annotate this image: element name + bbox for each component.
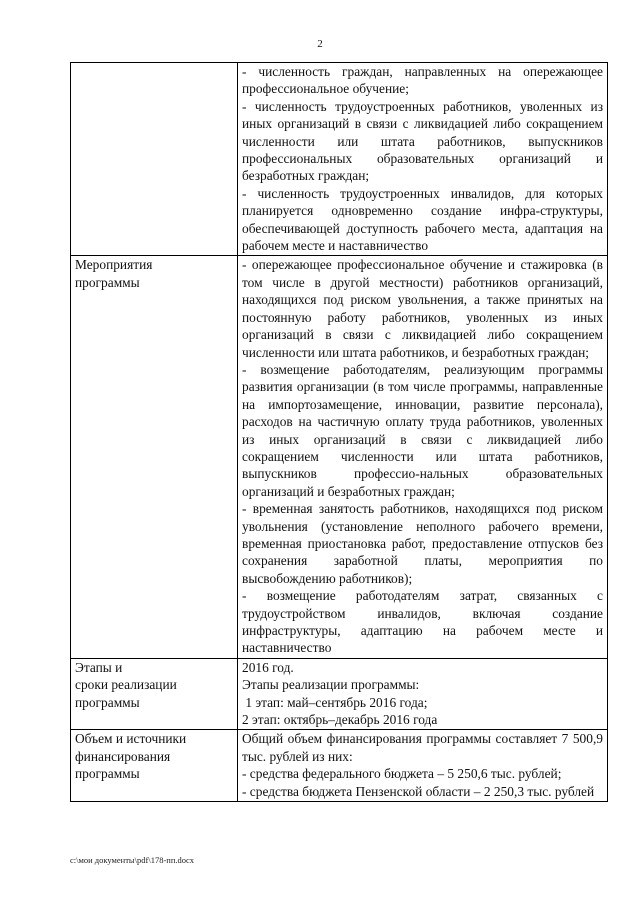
row-label-stages: Этапы и сроки реализации программы bbox=[75, 659, 177, 710]
funding-total: Общий объем финансирования программы составляет 7 500,9 тыс. рублей из них: bbox=[242, 731, 603, 764]
stage-2: 2 этап: октябрь–декабрь 2016 года bbox=[242, 712, 438, 728]
indicator-citizens-trained: - численность граждан, направленных на опережающее профессиональное обучение; bbox=[242, 64, 603, 97]
program-passport-table bbox=[70, 62, 608, 802]
page-number: 2 bbox=[317, 38, 323, 50]
row-content-cell bbox=[238, 256, 608, 658]
row-content-cell bbox=[238, 63, 608, 256]
row-label-measures: Мероприятия программы bbox=[75, 257, 153, 290]
funding-regional: - средства бюджета Пензенской области – 2 250,3 тыс. рублей bbox=[242, 783, 595, 799]
indicator-employed-dismissed: - численность трудоустроенных работников, уволенных из иных организаций в связи с ликвидацией либо сокращением численности или штата работников, выпускников профессиональных образовательных организаций и безработных граждан; bbox=[242, 98, 603, 184]
table-row bbox=[71, 658, 608, 730]
measure-advance-training: - опережающее профессиональное обучение и стажировка (в том числе в другой местности) работников организаций, находящихся под риском увольнения, а также принятых на постоянную работу работников, уволенных из иных организаций в связи с ликвидацией либо сокращением численности или штата работников, и безработных граждан; bbox=[242, 257, 603, 360]
indicator-employed-disabled: - численность трудоустроенных инвалидов, для которых планируется одновременно создание инфра-структуры, обеспечивающей доступность рабочего места, адаптация на рабочем месте и наставничество bbox=[242, 185, 603, 254]
stage-heading: Этапы реализации программы: bbox=[242, 677, 420, 693]
row-label-cell bbox=[71, 730, 238, 802]
stage-year: 2016 год. bbox=[242, 659, 294, 675]
measure-disabled-employment: - возмещение работодателям затрат, связанных с трудоустройством инвалидов, включая создание инфраструктуры, адаптацию на рабочем месте и наставничество bbox=[242, 588, 603, 656]
measure-wage-compensation: - возмещение работодателям, реализующим программы развития организации (в том числе программы, направленные на импортозамещение, инновации, развитие персонала), расходов на частичную оплату труда работников, уволенных из иных организаций в связи с ликвидацией либо сокращением численности или штата работников, выпускников профессио-нальных образовательных организаций и безработных граждан; bbox=[242, 361, 603, 499]
measure-temporary-employment: - временная занятость работников, находящихся под риском увольнения (установление неполного рабочего времени, временная приостановка работ, предоставление отпусков без сохранения заработной платы, мероприятия по высвобождению работников); bbox=[242, 501, 603, 586]
footer-file-path: c:\мои документы\pdf\178-пп.docx bbox=[70, 855, 195, 865]
row-content-cell bbox=[238, 658, 608, 730]
funding-federal: - средства федерального бюджета – 5 250,6 тыс. рублей; bbox=[242, 766, 562, 782]
table-row bbox=[71, 730, 608, 802]
row-content-cell bbox=[238, 730, 608, 802]
stage-1: 1 этап: май–сентябрь 2016 года; bbox=[242, 694, 428, 710]
row-label-funding: Объем и источники финансирования программы bbox=[75, 731, 187, 782]
row-label-cell bbox=[71, 658, 238, 730]
row-label-cell bbox=[71, 256, 238, 658]
table-row bbox=[71, 63, 608, 256]
row-label-cell bbox=[71, 63, 238, 256]
table-row bbox=[71, 256, 608, 658]
